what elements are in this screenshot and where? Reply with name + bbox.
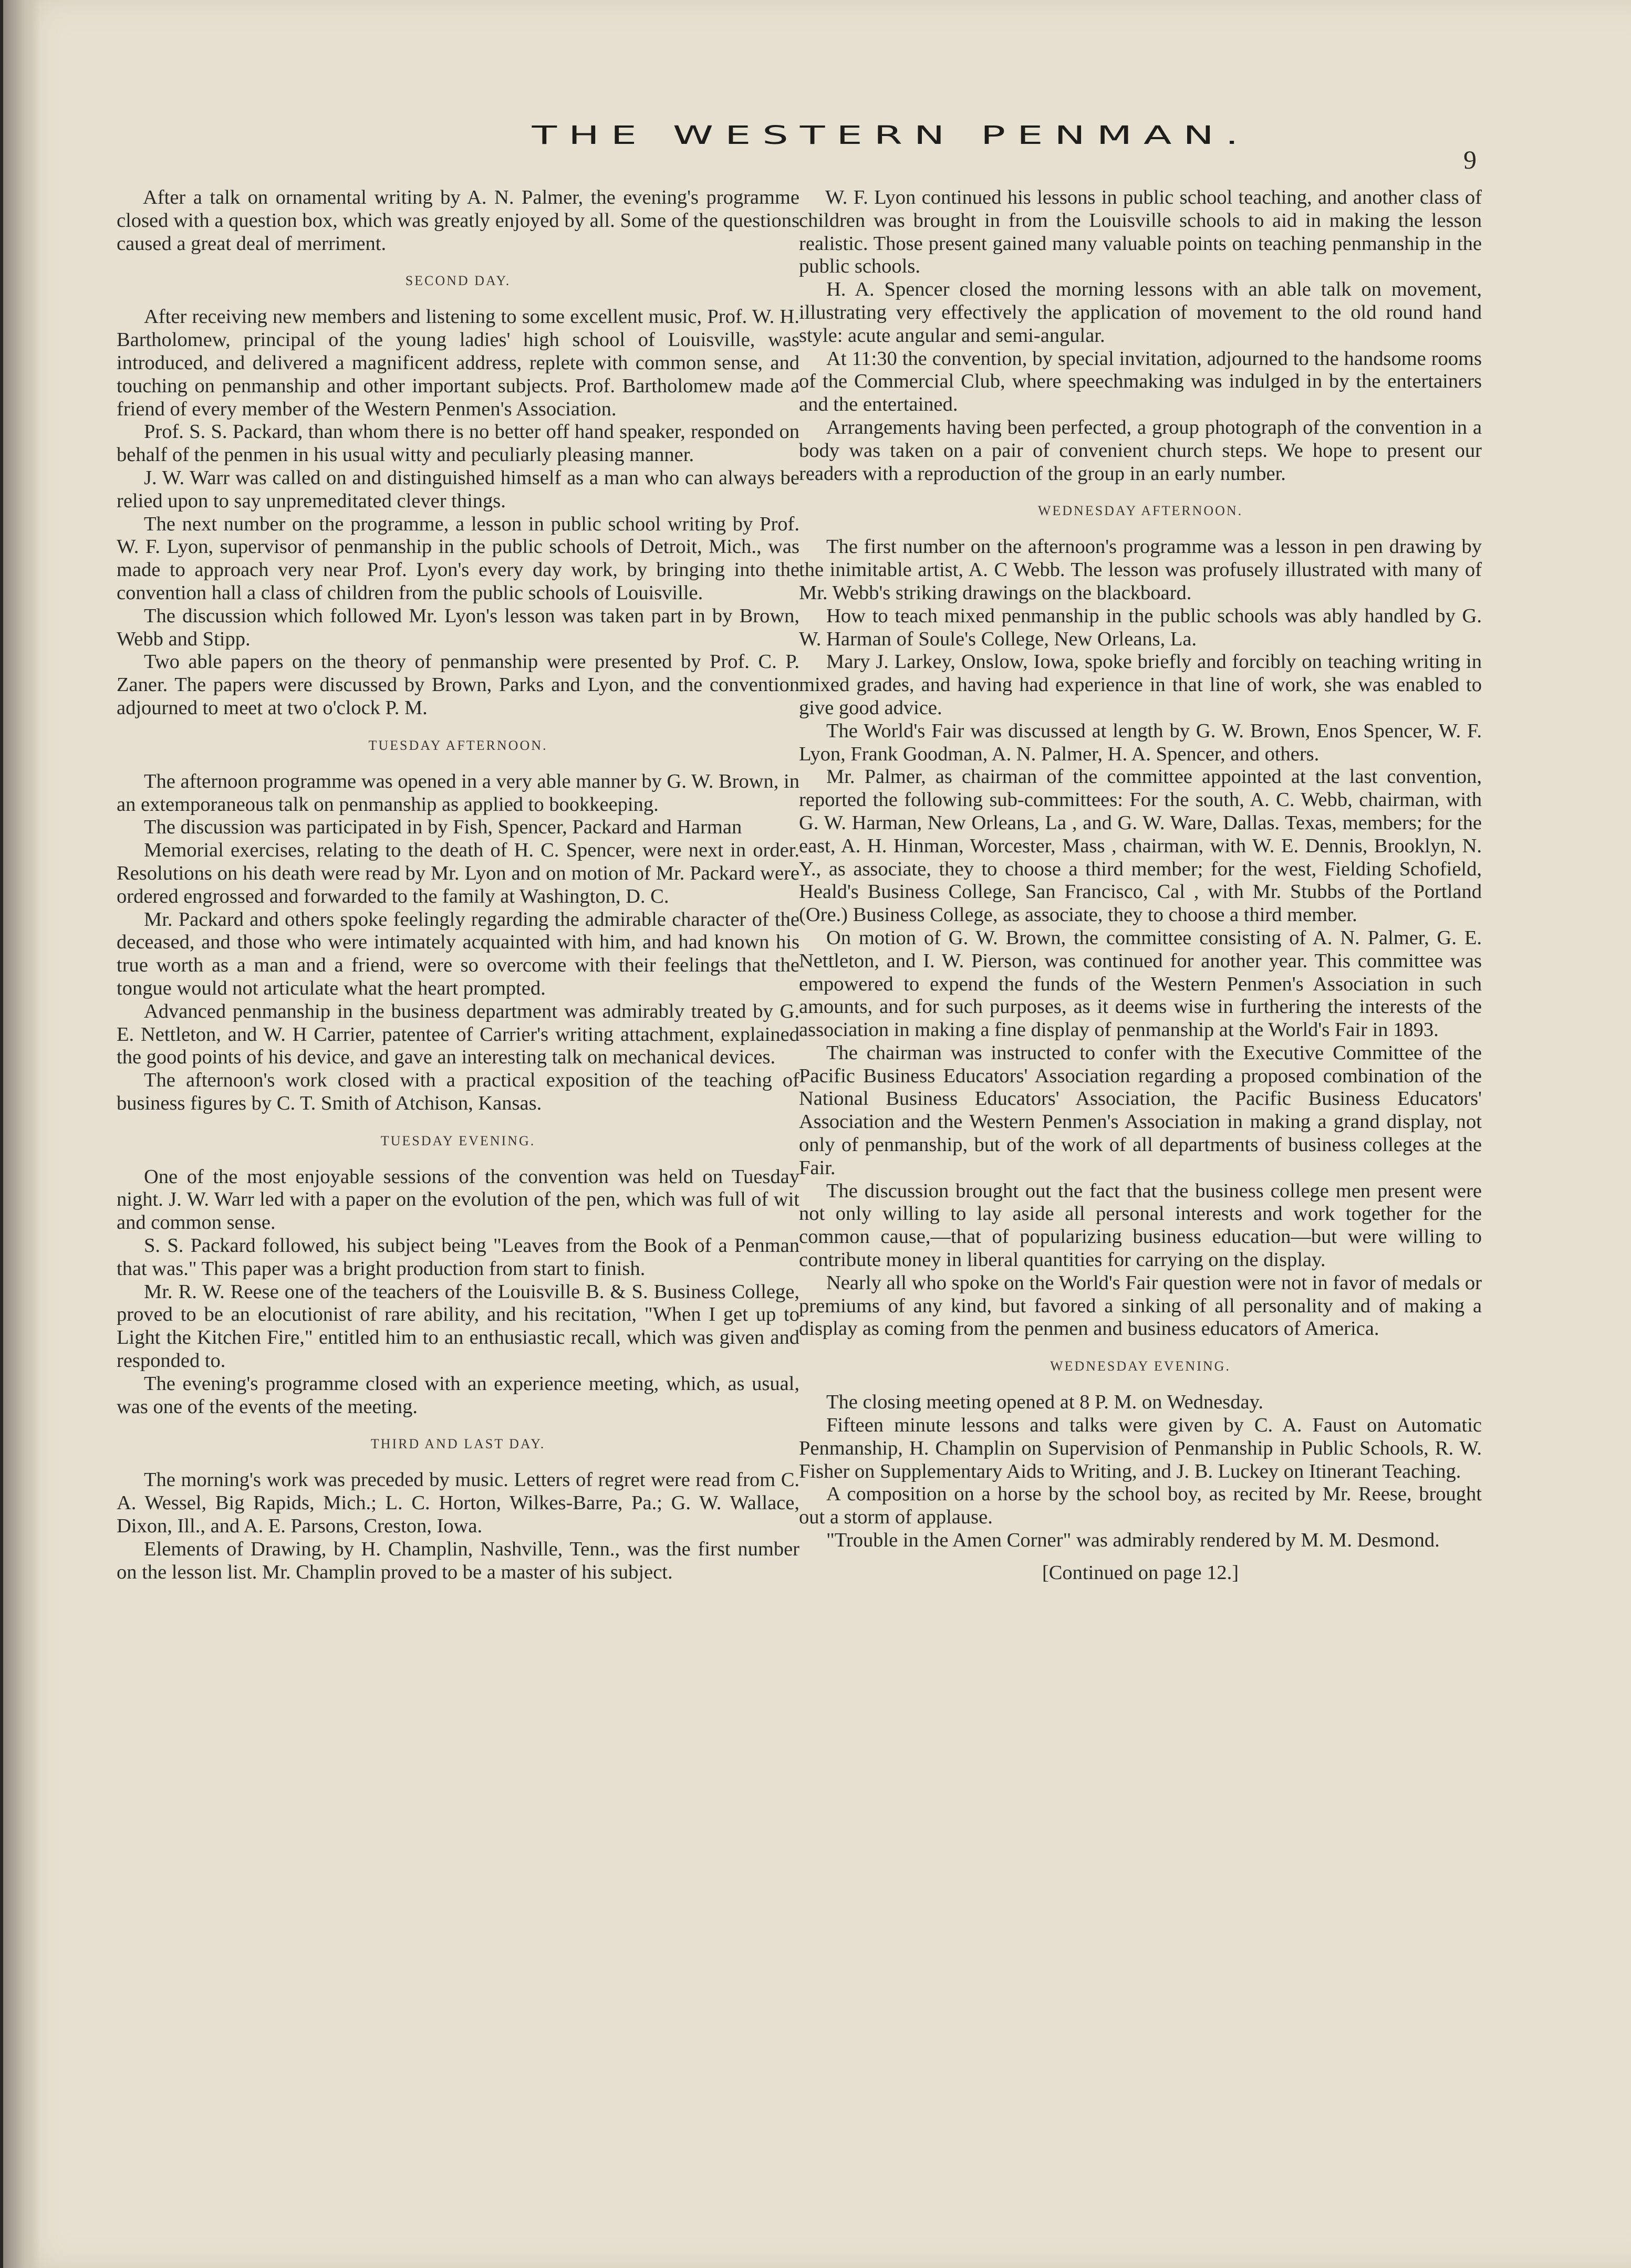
paragraph: One of the most enjoyable sessions of the convention was held on Tuesday night. J. W. Warr led with a paper on the evolution of the pen, which was full of wit and common sense. bbox=[117, 1165, 799, 1234]
paragraph: Arrangements having been perfected, a group photograph of the convention in a body was taken on a pair of convenient church steps. We hope to present our readers with a reproduction of the group in an early number. bbox=[799, 416, 1482, 485]
paragraph: J. W. Warr was called on and distinguished himself as a man who can always be relied upon to say unpremeditated clever things. bbox=[117, 466, 799, 512]
paragraph: Fifteen minute lessons and talks were given by C. A. Faust on Automatic Penmanship, H. Champlin on Supervision of Penmanship in Public Schools, R. W. Fisher on Supplementary Aids to Writing, and J. B. Luckey on Itinerant Teaching. bbox=[799, 1414, 1482, 1482]
paragraph: Mr. Palmer, as chairman of the committee appointed at the last convention, reported the following sub-committees: For the south, A. C. Webb, chairman, with G. W. Harman, New Orleans, La , and G. W. Ware, Dallas. Texas, members; for the east, A. H. Hinman, Worcester, Mass , chairman, with W. E. Dennis, Brooklyn, N. Y., as associate, they to choose a third member; for the west, Fielding Schofield, Heald's Business College, San Francisco, Cal , with Mr. Stubbs of the Portland (Ore.) Business College, as associate, they to choose a third member. bbox=[799, 766, 1482, 926]
paragraph: How to teach mixed penmanship in the public schools was ably handled by G. W. Harman of Soule's College, New Orleans, La. bbox=[799, 604, 1482, 650]
paragraph: The discussion brought out the fact that the business college men present were not only willing to lay aside all personal interests and work together for the common cause,—that of popularizing business education—but were willing to contribute money in liberal quantities for carrying on the display. bbox=[799, 1179, 1482, 1271]
paragraph: Nearly all who spoke on the World's Fair question were not in favor of medals or premiums of any kind, but favored a sinking of all personality and of making a display as coming from the penmen and business educators of America. bbox=[799, 1271, 1482, 1340]
paragraph: After a talk on ornamental writing by A. N. Palmer, the evening's programme closed with a question box, which was greatly enjoyed by all. Some of the questions caused a great deal of merriment. bbox=[117, 186, 799, 255]
continued-notice: [Continued on page 12.] bbox=[1042, 1561, 1239, 1584]
paragraph: The World's Fair was discussed at length by G. W. Brown, Enos Spencer, W. F. Lyon, Frank Goodman, A. N. Palmer, H. A. Spencer, and others. bbox=[799, 719, 1482, 765]
paragraph: S. S. Packard followed, his subject being "Leaves from the Book of a Penman that was." This paper was a bright production from start to finish. bbox=[117, 1235, 799, 1280]
paragraph: The afternoon programme was opened in a very able manner by G. W. Brown, in an extemporaneous talk on penmanship as applied to bookkeeping. bbox=[117, 770, 799, 816]
section-heading: THIRD AND LAST DAY. bbox=[370, 1436, 546, 1452]
section-heading: WEDNESDAY AFTERNOON. bbox=[1037, 503, 1243, 519]
page-number: 9 bbox=[1463, 145, 1477, 174]
paragraph: W. F. Lyon continued his lessons in public school teaching, and another class of children was brought in from the Louisville schools to aid in making the lesson realistic. Those present gained many valuable points on teaching penmanship in the public schools. bbox=[799, 186, 1482, 278]
masthead-title: THE WESTERN PENMAN. bbox=[532, 121, 1250, 150]
paragraph: Prof. S. S. Packard, than whom there is no better off hand speaker, responded on behalf of the penmen in his usual witty and peculiarly pleasing manner. bbox=[117, 421, 799, 466]
right-column bbox=[799, 186, 1482, 1585]
paragraph: The chairman was instructed to confer with the Executive Committee of the Pacific Business Educators' Association regarding a proposed combination of the National Business Educators' Association, the Pacific Business Educators' Association and the Western Penmen's Association in making a grand display, not only of penmanship, but of the work of all departments of business colleges at the Fair. bbox=[799, 1041, 1482, 1179]
paragraph: H. A. Spencer closed the morning lessons with an able talk on movement, illustrating very effectively the application of movement to the old round hand style: acute angular and semi-angular. bbox=[799, 278, 1482, 347]
paragraph: On motion of G. W. Brown, the committee consisting of A. N. Palmer, G. E. Nettleton, and I. W. Pierson, was continued for another year. This committee was empowered to expend the funds of the Western Penmen's Association in such amounts, and for such purposes, as it deems wise in furthering the interests of the association in making a fine display of penmanship at the World's Fair in 1893. bbox=[799, 926, 1482, 1041]
section-heading: SECOND DAY. bbox=[405, 273, 511, 289]
paragraph: Memorial exercises, relating to the death of H. C. Spencer, were next in order. Resolutions on his death were read by Mr. Lyon and on motion of Mr. Packard were ordered engrossed and forwarded to the family at Washington, D. C. bbox=[117, 839, 799, 907]
book-spine-shadow bbox=[3, 0, 40, 2268]
paragraph: The closing meeting opened at 8 P. M. on Wednesday. bbox=[826, 1391, 1263, 1414]
paragraph: At 11:30 the convention, by special invitation, adjourned to the handsome rooms of the Commercial Club, where speechmaking was indulged in by the entertainers and the entertained. bbox=[799, 347, 1482, 416]
paragraph: A composition on a horse by the school boy, as recited by Mr. Reese, brought out a storm of applause. bbox=[799, 1483, 1482, 1529]
paragraph: Two able papers on the theory of penmanship were presented by Prof. C. P. Zaner. The papers were discussed by Brown, Parks and Lyon, and the convention adjourned to meet at two o'clock P. M. bbox=[117, 651, 799, 719]
paragraph: The discussion which followed Mr. Lyon's lesson was taken part in by Brown, Webb and Stipp. bbox=[117, 604, 799, 650]
section-heading: TUESDAY AFTERNOON. bbox=[368, 737, 548, 753]
paragraph: After receiving new members and listening to some excellent music, Prof. W. H. Bartholomew, principal of the young ladies' high school of Louisville, was introduced, and delivered a magnificent address, replete with common sense, and touching on penmanship and other important subjects. Prof. Bartholomew made a friend of every member of the Western Penmen's Association. bbox=[117, 306, 799, 420]
paragraph: Mr. R. W. Reese one of the teachers of the Louisville B. & S. Business College, proved to be an elocutionist of rare ability, and his recitation, "When I get up to Light the Kitchen Fire," entitled him to an enthusiastic recall, which was given and responded to. bbox=[117, 1280, 799, 1372]
left-column bbox=[117, 186, 799, 1584]
section-heading: WEDNESDAY EVENING. bbox=[1050, 1358, 1231, 1374]
paragraph: "Trouble in the Amen Corner" was admirably rendered by M. M. Desmond. bbox=[826, 1529, 1440, 1552]
section-heading: TUESDAY EVENING. bbox=[380, 1133, 536, 1148]
paragraph: The afternoon's work closed with a practical exposition of the teaching of business figures by C. T. Smith of Atchison, Kansas. bbox=[117, 1069, 799, 1114]
paragraph: The next number on the programme, a lesson in public school writing by Prof. W. F. Lyon, supervisor of penmanship in the public schools of Detroit, Mich., was made to approach very near Prof. Lyon's every day work, by bringing into the convention hall a class of children from the public schools of Louisville. bbox=[117, 513, 799, 604]
paragraph: The morning's work was preceded by music. Letters of regret were read from C. A. Wessel, Big Rapids, Mich.; L. C. Horton, Wilkes-Barre, Pa.; G. W. Wallace, Dixon, Ill., and A. E. Parsons, Creston, Iowa. bbox=[117, 1469, 799, 1538]
paragraph: Elements of Drawing, by H. Champlin, Nashville, Tenn., was the first number on the lesson list. Mr. Champlin proved to be a master of his subject. bbox=[117, 1538, 799, 1583]
paragraph: Advanced penmanship in the business department was admirably treated by G. E. Nettleton, and W. H Carrier, patentee of Carrier's writing attachment, explained the good points of his device, and gave an interesting talk on mechanical devices. bbox=[117, 1000, 799, 1069]
paragraph: The first number on the afternoon's programme was a lesson in pen drawing by the inimitable artist, A. C Webb. The lesson was profusely illustrated with many of Mr. Webb's striking drawings on the blackboard. bbox=[799, 536, 1482, 604]
paragraph: Mr. Packard and others spoke feelingly regarding the admirable character of the deceased, and those who were intimately acquainted with him, and had known his true worth as a man and a friend, were so overcome with their feelings that the tongue would not articulate what the heart prompted. bbox=[117, 908, 799, 999]
page-header bbox=[161, 116, 1526, 189]
paragraph: The evening's programme closed with an experience meeting, which, as usual, was one of the events of the meeting. bbox=[117, 1372, 799, 1418]
paragraph: Mary J. Larkey, Onslow, Iowa, spoke briefly and forcibly on teaching writing in mixed grades, and having had experience in that line of work, she was enabled to give good advice. bbox=[799, 651, 1482, 719]
paragraph: The discussion was participated in by Fish, Spencer, Packard and Harman bbox=[144, 816, 742, 839]
page bbox=[3, 0, 1631, 2268]
